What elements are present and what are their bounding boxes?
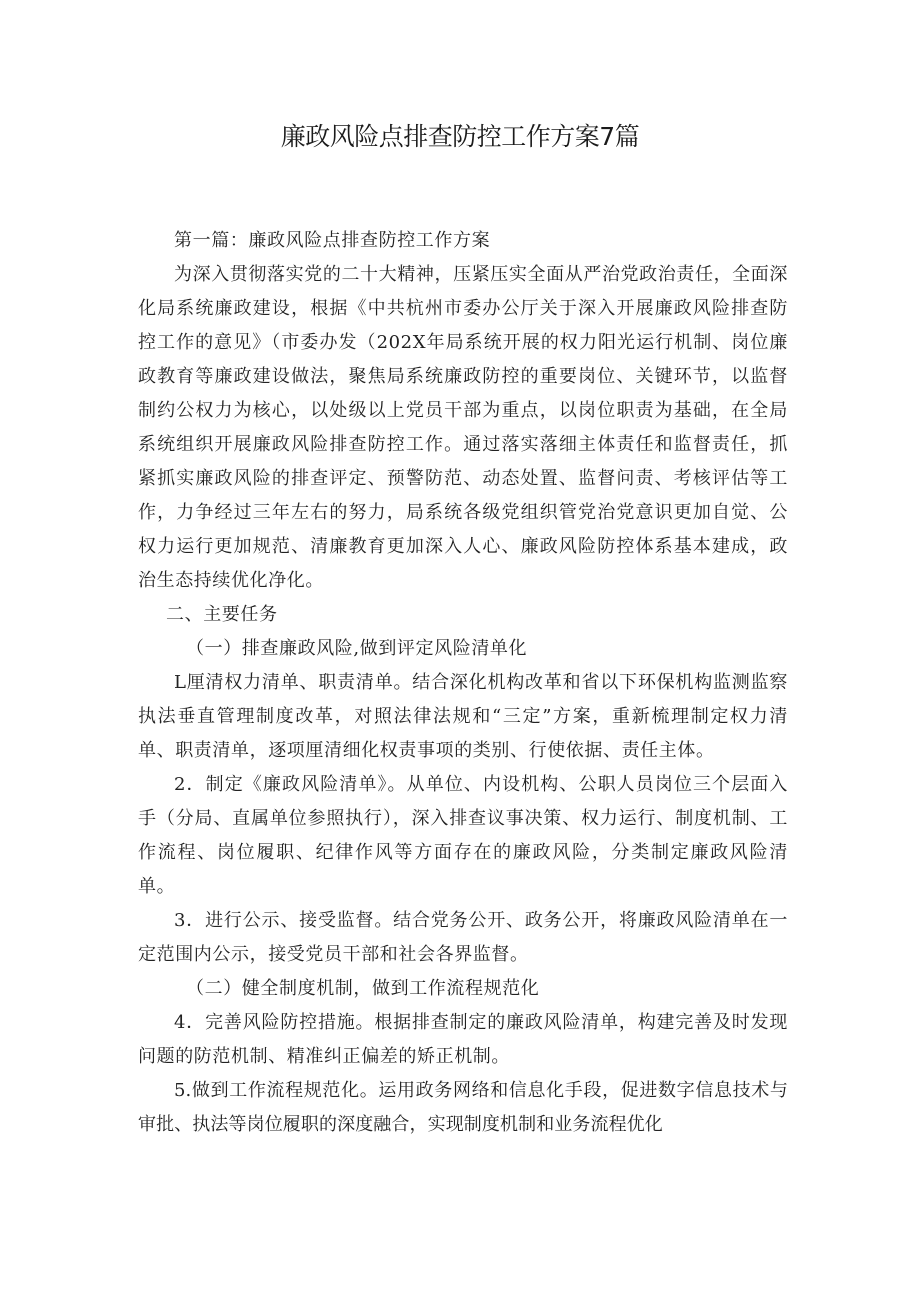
task-paragraph: 4．完善风险防控措施。根据排查制定的廉政风险清单，构建完善及时发现问题的防范机制、精准纠正偏差的矫正机制。 xyxy=(138,1012,788,1067)
task-paragraph: 5.做到工作流程规范化。运用政务网络和信息化手段，促进数字信息技术与审批、执法等岗位履职的深度融合，实现制度机制和业务流程优化 xyxy=(138,1080,788,1135)
document-title: 廉政风险点排查防控工作方案7篇 xyxy=(280,122,640,151)
task-paragraph: L厘清权力清单、职责清单。结合深化机构改革和省以下环保机构监测监察执法垂直管理制度改革，对照法律法规和“三定”方案，重新梳理制定权力清单、职责清单，逐项厘清细化权责事项的类别、行使依据、责任主体。 xyxy=(138,672,788,761)
task-paragraph: 2．制定《廉政风险清单》。从单位、内设机构、公职人员岗位三个层面入手（分局、直属单位参照执行），深入排查议事决策、权力运行、制度机制、工作流程、岗位履职、纪律作风等方面存在的廉政风险，分类制定廉政风险清单。 xyxy=(138,774,788,897)
subsection-heading: （一）排查廉政风险,做到评定风险清单化 xyxy=(186,638,528,659)
document-body xyxy=(138,224,788,1142)
chapter-heading: 第一篇：廉政风险点排查防控工作方案 xyxy=(174,230,491,251)
section-heading: 二、主要任务 xyxy=(166,604,278,625)
task-paragraph: 3．进行公示、接受监督。结合党务公开、政务公开，将廉政风险清单在一定范围内公示，接受党员干部和社会各界监督。 xyxy=(138,910,788,965)
subsection-heading: （二）健全制度机制，做到工作流程规范化 xyxy=(186,978,540,999)
intro-paragraph: 为深入贯彻落实党的二十大精神，压紧压实全面从严治党政治责任，全面深化局系统廉政建设，根据《中共杭州市委办公厅关于深入开展廉政风险排查防控工作的意见》（市委办发（202X年局系统开展的权力阳光运行机制、岗位廉政教育等廉政建设做法，聚焦局系统廉政防控的重要岗位、关键环节，以监督制约公权力为核心，以处级以上党员干部为重点，以岗位职责为基础，在全局系统组织开展廉政风险排查防控工作。通过落实落细主体责任和监督责任，抓紧抓实廉政风险的排查评定、预警防范、动态处置、监督问责、考核评估等工作，力争经过三年左右的努力，局系统各级党组织管党治党意识更加自觉、公权力运行更加规范、清廉教育更加深入人心、廉政风险防控体系基本建成，政治生态持续优化净化。 xyxy=(138,264,788,591)
